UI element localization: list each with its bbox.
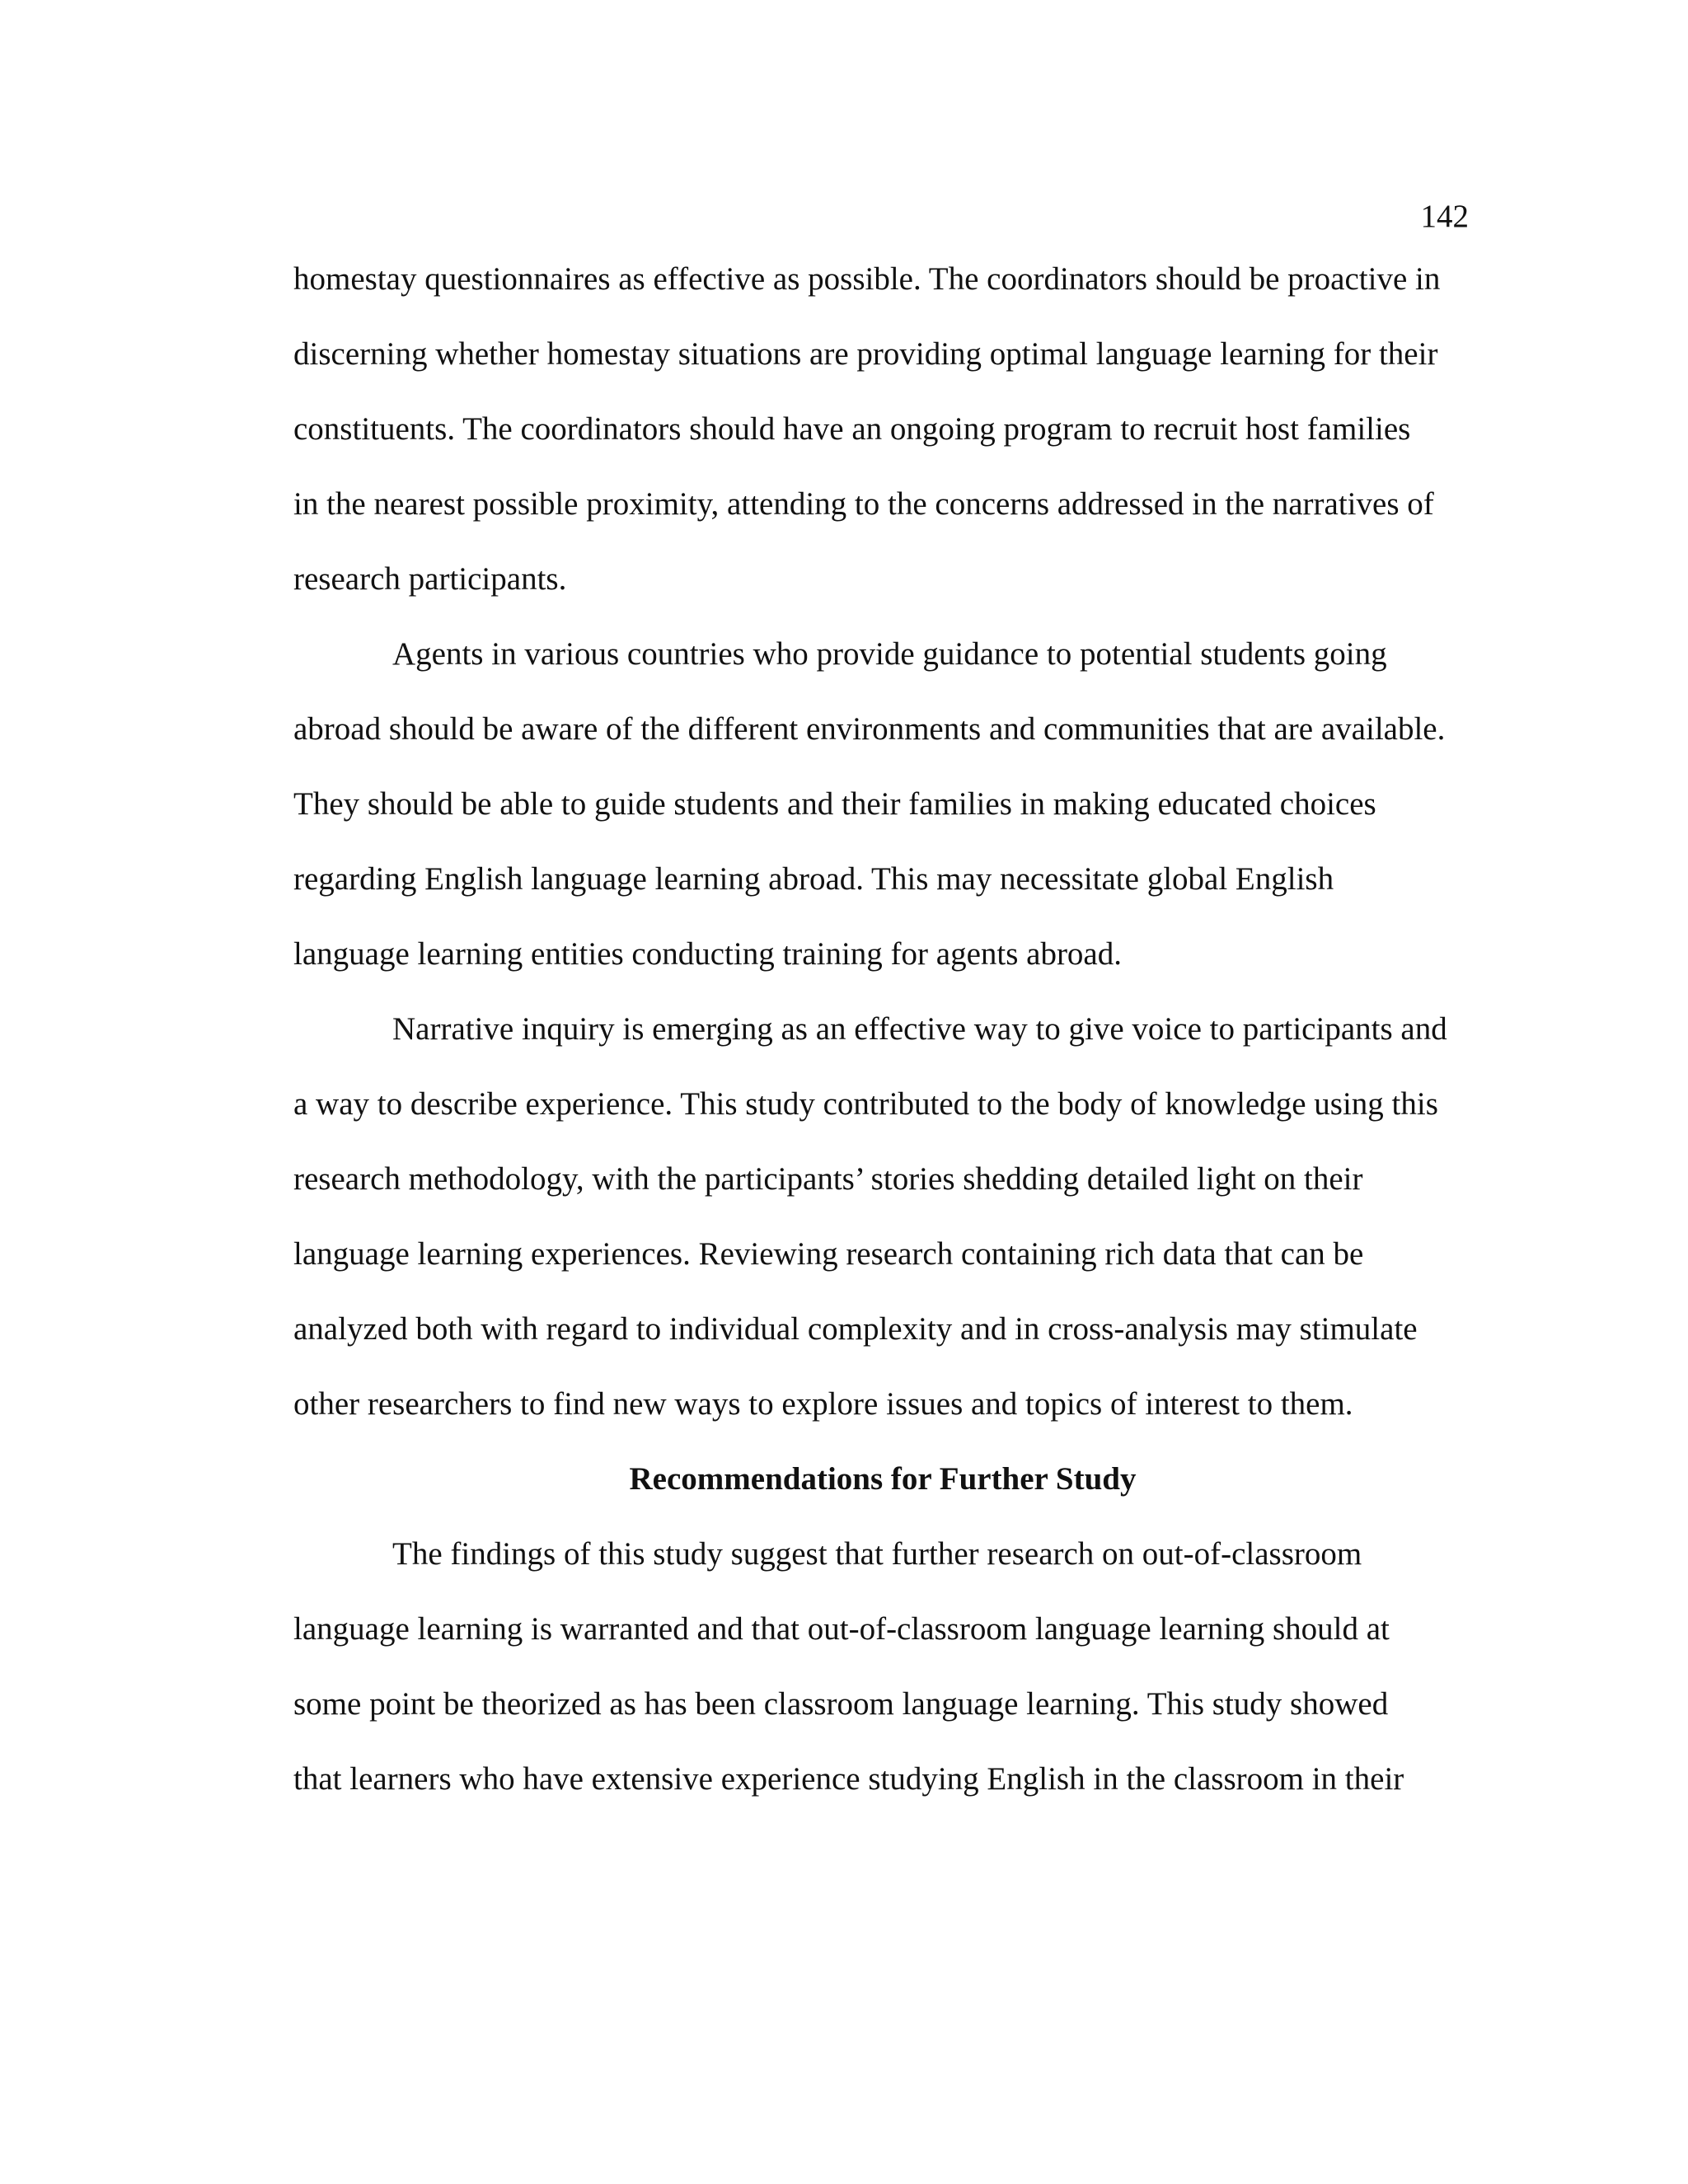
page-number: 142: [1420, 199, 1469, 234]
paragraph-line: Agents in various countries who provide guidance to potential students going: [392, 636, 1387, 672]
paragraph-line: The findings of this study suggest that further research on out-of-classroom: [392, 1536, 1362, 1572]
section-heading: Recommendations for Further Study: [629, 1461, 1137, 1497]
paragraph-line: that learners who have extensive experience studying English in the classroom in their: [293, 1761, 1404, 1797]
paragraph-line: abroad should be aware of the different environments and communities that are available.: [293, 711, 1446, 747]
paragraph-line: in the nearest possible proximity, attending to the concerns addressed in the narratives of: [293, 486, 1434, 522]
body-text: [293, 259, 1472, 1834]
paragraph-line: discerning whether homestay situations are providing optimal language learning for their: [293, 336, 1438, 372]
paragraph-line: other researchers to find new ways to explore issues and topics of interest to them.: [293, 1386, 1353, 1422]
paragraph-2: [293, 634, 1472, 1009]
paragraph-line: regarding English language learning abroad. This may necessitate global English: [293, 861, 1334, 897]
paragraph-3: [293, 1009, 1472, 1459]
paragraph-line: language learning experiences. Reviewing research containing rich data that can be: [293, 1236, 1364, 1272]
paragraph-line: research participants.: [293, 561, 567, 597]
paragraph-line: language learning entities conducting training for agents abroad.: [293, 936, 1122, 972]
paragraph-line: analyzed both with regard to individual complexity and in cross-analysis may stimulate: [293, 1311, 1418, 1347]
paragraph-line: some point be theorized as has been classroom language learning. This study showed: [293, 1686, 1389, 1722]
paragraph-line: research methodology, with the participants’ stories shedding detailed light on their: [293, 1161, 1363, 1197]
paragraph-4: [293, 1534, 1472, 1834]
paragraph-line: a way to describe experience. This study contributed to the body of knowledge using this: [293, 1086, 1438, 1122]
paragraph-1: [293, 259, 1472, 634]
paragraph-line: homestay questionnaires as effective as possible. The coordinators should be proactive in: [293, 261, 1441, 297]
paragraph-line: language learning is warranted and that out-of-classroom language learning should at: [293, 1611, 1390, 1647]
paragraph-line: Narrative inquiry is emerging as an effective way to give voice to participants and: [392, 1011, 1447, 1047]
paragraph-line: constituents. The coordinators should have an ongoing program to recruit host families: [293, 411, 1411, 447]
paragraph-line: They should be able to guide students and their families in making educated choices: [293, 786, 1376, 822]
